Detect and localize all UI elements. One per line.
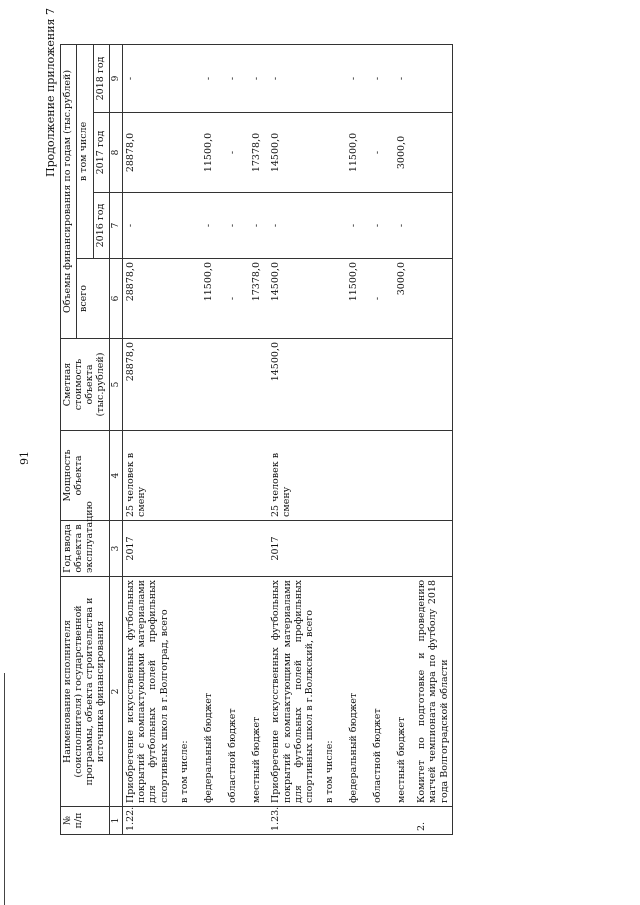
row-2016: - <box>220 193 244 259</box>
row-total: - <box>220 259 244 339</box>
column-number: 4 <box>109 431 122 521</box>
row-source-label: местный бюджет <box>244 577 268 807</box>
table-row <box>196 44 220 834</box>
row-2017: 28878,0 <box>122 113 172 193</box>
row-2016: - <box>390 193 414 259</box>
row-2016: - <box>366 193 390 259</box>
row-2017: - <box>220 113 244 193</box>
header-2016: 2016 год <box>93 193 109 259</box>
header-incl: в том числе <box>76 44 93 258</box>
row-name: Комитет по подготовке и проведению матчей чемпионата мира по футболу 2018 года Волгоградской области <box>414 577 453 807</box>
row-year: 2017 <box>122 521 172 577</box>
header-capacity: Мощность объекта <box>61 431 110 521</box>
row-capacity: 25 человек в смену <box>122 431 172 521</box>
header-2017: 2017 год <box>93 113 109 193</box>
header-name: Наименование исполнителя (соисполнителя) государственной программы, объекта строительства и источника финансирования <box>61 577 110 807</box>
column-number: 6 <box>109 259 122 339</box>
header-total: всего <box>76 259 109 339</box>
row-total: 3000,0 <box>390 259 414 339</box>
table-row <box>244 44 268 834</box>
table-row <box>268 44 318 834</box>
row-total: 14500,0 <box>268 259 318 339</box>
row-2017: 11500,0 <box>342 113 366 193</box>
table-row <box>220 44 244 834</box>
header-year: Год ввода объекта в эксплуатацию <box>61 521 110 577</box>
row-year: 2017 <box>268 521 318 577</box>
row-total: - <box>366 259 390 339</box>
row-source-label: областной бюджет <box>366 577 390 807</box>
row-total: 11500,0 <box>196 259 220 339</box>
column-number: 8 <box>109 113 122 193</box>
continuation-label: Продолжение приложения 7 <box>44 8 57 177</box>
top-rule <box>4 673 5 905</box>
row-2016: - <box>268 193 318 259</box>
row-incl-label: в том числе: <box>318 577 342 807</box>
table-row <box>122 44 172 834</box>
row-cost: 28878,0 <box>122 339 172 431</box>
row-2018: - <box>342 44 366 112</box>
table-row <box>342 44 366 834</box>
row-2017: 17378,0 <box>244 113 268 193</box>
page-number: 91 <box>18 451 31 465</box>
row-2017: 14500,0 <box>268 113 318 193</box>
row-num: 1.22. <box>122 807 172 835</box>
row-2016: - <box>342 193 366 259</box>
row-2017: 3000,0 <box>390 113 414 193</box>
row-2016: - <box>196 193 220 259</box>
row-capacity: 25 человек в смену <box>268 431 318 521</box>
row-name: Приобретение искусственных футбольных покрытий с компактующими материалами для футбольных полей профильных спортивных школ в г.Волжский, всего <box>268 577 318 807</box>
column-number: 9 <box>109 44 122 112</box>
row-2017: - <box>366 113 390 193</box>
row-source-label: местный бюджет <box>390 577 414 807</box>
row-2018: - <box>268 44 318 112</box>
header-cost: Сметная стоимость объекта (тыс.рублей) <box>61 339 110 431</box>
row-name: Приобретение искусственных футбольных покрытий с компактующими материалами для футбольных полей профильных спортивных школ в г.Волгоград, всего <box>122 577 172 807</box>
column-number: 5 <box>109 339 122 431</box>
table-row <box>318 44 342 834</box>
row-total: 17378,0 <box>244 259 268 339</box>
table-row <box>172 44 196 834</box>
header-2018: 2018 год <box>93 44 109 112</box>
row-source-label: федеральный бюджет <box>342 577 366 807</box>
header-num: № п/п <box>61 807 110 835</box>
table-row <box>390 44 414 834</box>
row-total: 28878,0 <box>122 259 172 339</box>
row-source-label: областной бюджет <box>220 577 244 807</box>
table-row <box>366 44 390 834</box>
row-2018: - <box>220 44 244 112</box>
row-2018: - <box>122 44 172 112</box>
column-number: 3 <box>109 521 122 577</box>
column-number: 2 <box>109 577 122 807</box>
table-row <box>414 44 453 834</box>
row-2016: - <box>244 193 268 259</box>
row-2016: - <box>122 193 172 259</box>
row-incl-label: в том числе: <box>172 577 196 807</box>
row-2017: 11500,0 <box>196 113 220 193</box>
row-2018: - <box>390 44 414 112</box>
row-num: 1.23. <box>268 807 318 835</box>
row-source-label: федеральный бюджет <box>196 577 220 807</box>
column-number: 7 <box>109 193 122 259</box>
financing-table <box>60 44 453 835</box>
row-2018: - <box>244 44 268 112</box>
row-total: 11500,0 <box>342 259 366 339</box>
row-num: 2. <box>414 807 453 835</box>
row-2018: - <box>366 44 390 112</box>
row-2018: - <box>196 44 220 112</box>
header-volumes: Объемы финансирования по годам (тыс.рублей) <box>61 44 77 338</box>
row-cost: 14500,0 <box>268 339 318 431</box>
column-number: 1 <box>109 807 122 835</box>
